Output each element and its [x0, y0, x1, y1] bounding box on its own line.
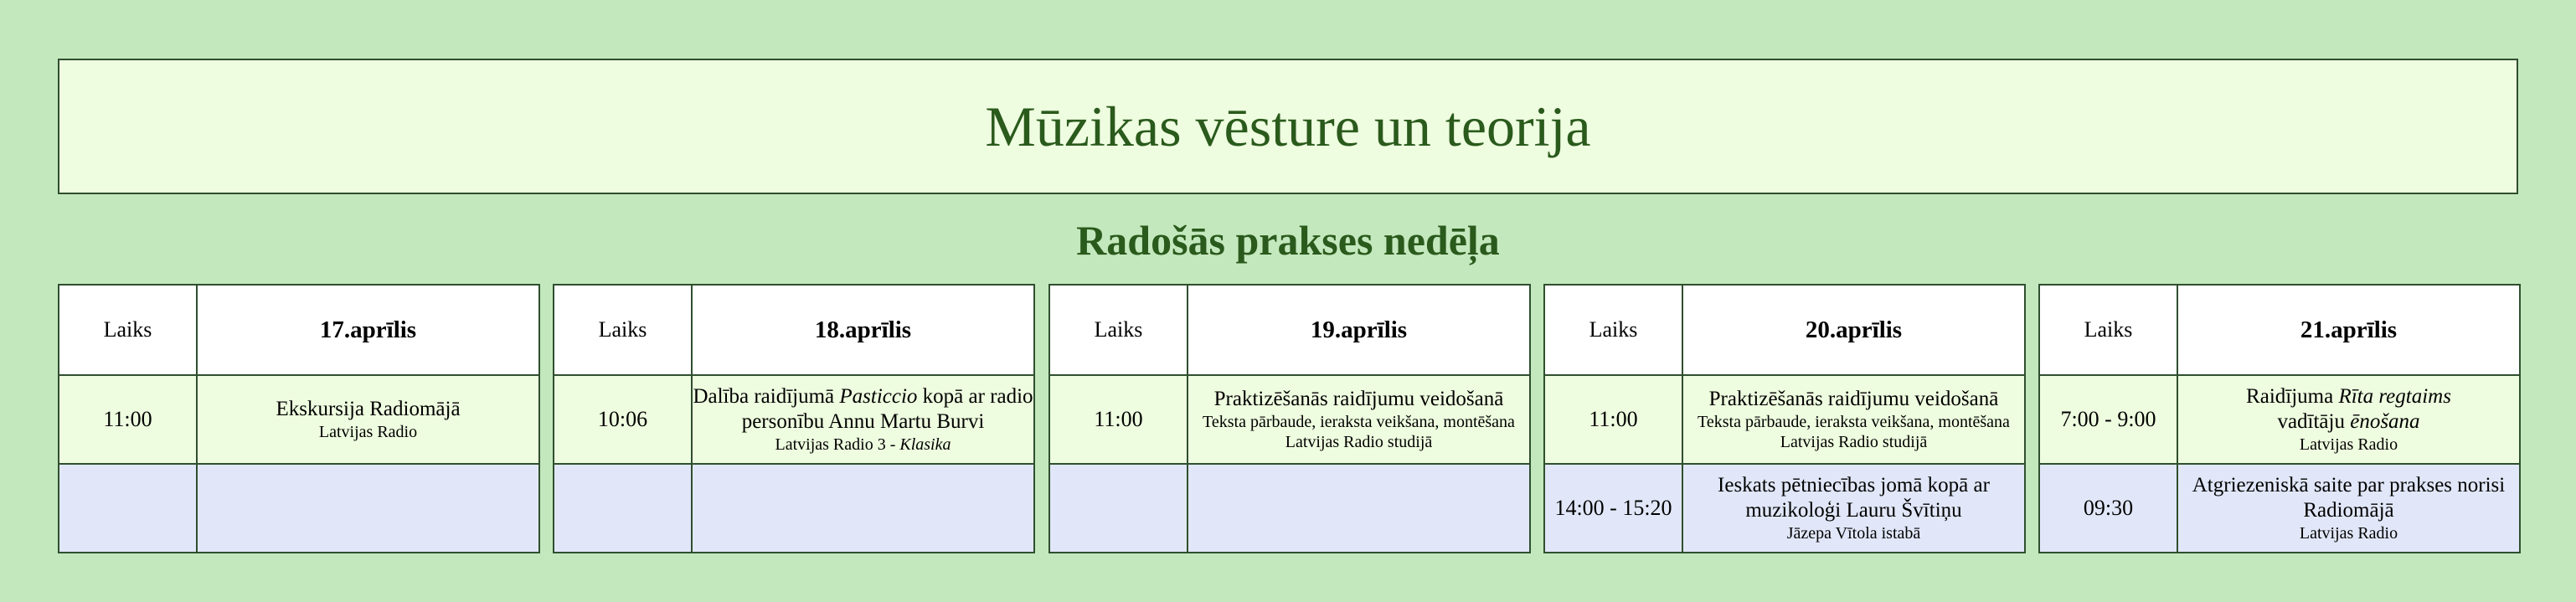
- event-time-empty: [1049, 464, 1188, 553]
- day-table-4: [1543, 284, 2026, 553]
- event-time: 10:06: [554, 375, 692, 464]
- day-date: 17.aprīlis: [197, 285, 539, 375]
- day-table-1: [58, 284, 540, 553]
- event-location: Latvijas Radio: [318, 423, 418, 441]
- event-location: Teksta pārbaude, ieraksta veikšana, montēšana Latvijas Radio studijā: [1698, 413, 2010, 451]
- event-location: Latvijas Radio: [2299, 524, 2398, 543]
- time-header: Laiks: [1049, 285, 1188, 375]
- event-cell: [692, 375, 1034, 464]
- event-time-empty: [59, 464, 197, 553]
- title-banner: [58, 59, 2518, 194]
- page-subtitle: Radošās prakses nedēļa: [1076, 217, 1500, 264]
- event-time: 14:00 - 15:20: [1544, 464, 1682, 553]
- event-cell: [1682, 464, 2025, 553]
- event-title: Raidījuma Rīta regtaims vadītāju ēnošana: [2246, 385, 2451, 433]
- time-header: Laiks: [554, 285, 692, 375]
- page-title: Mūzikas vēsture un teorija: [985, 94, 1591, 158]
- event-location: Teksta pārbaude, ieraksta veikšana, montēšana Latvijas Radio studijā: [1203, 413, 1515, 451]
- event-title: Praktizēšanās raidījumu veidošanā: [1708, 388, 1999, 410]
- event-cell: [1188, 375, 1530, 464]
- day-date: 21.aprīlis: [2177, 285, 2520, 375]
- event-cell-empty: [1188, 464, 1530, 553]
- event-cell: [2177, 464, 2520, 553]
- event-title: Dalība raidījumā Pasticcio kopā ar radio personību Annu Martu Burvi: [693, 385, 1033, 433]
- event-location: Latvijas Radio 3 - Klasika: [775, 435, 951, 454]
- event-location: Jāzepa Vītola istabā: [1786, 524, 1921, 543]
- event-time: 11:00: [59, 375, 197, 464]
- event-cell: [2177, 375, 2520, 464]
- event-title: Ekskursija Radiomājā: [276, 398, 461, 420]
- day-table-5: [2038, 284, 2521, 553]
- event-title: Atgriezeniskā saite par prakses norisi Radiomājā: [2192, 474, 2506, 522]
- event-cell-empty: [197, 464, 539, 553]
- event-location: Latvijas Radio: [2299, 435, 2398, 454]
- event-cell-empty: [692, 464, 1034, 553]
- day-date: 18.aprīlis: [692, 285, 1034, 375]
- event-time: 09:30: [2039, 464, 2177, 553]
- day-table-3: [1048, 284, 1531, 553]
- time-header: Laiks: [2039, 285, 2177, 375]
- day-date: 19.aprīlis: [1188, 285, 1530, 375]
- day-date: 20.aprīlis: [1682, 285, 2025, 375]
- event-title: Ieskats pētniecības jomā kopā ar muzikoloģi Lauru Švītiņu: [1718, 474, 1990, 522]
- time-header: Laiks: [59, 285, 197, 375]
- event-cell: [197, 375, 539, 464]
- event-time: 11:00: [1544, 375, 1682, 464]
- event-time: 11:00: [1049, 375, 1188, 464]
- event-time-empty: [554, 464, 692, 553]
- time-header: Laiks: [1544, 285, 1682, 375]
- event-cell: [1682, 375, 2025, 464]
- event-time: 7:00 - 9:00: [2039, 375, 2177, 464]
- event-title: Praktizēšanās raidījumu veidošanā: [1213, 388, 1504, 410]
- day-table-2: [553, 284, 1035, 553]
